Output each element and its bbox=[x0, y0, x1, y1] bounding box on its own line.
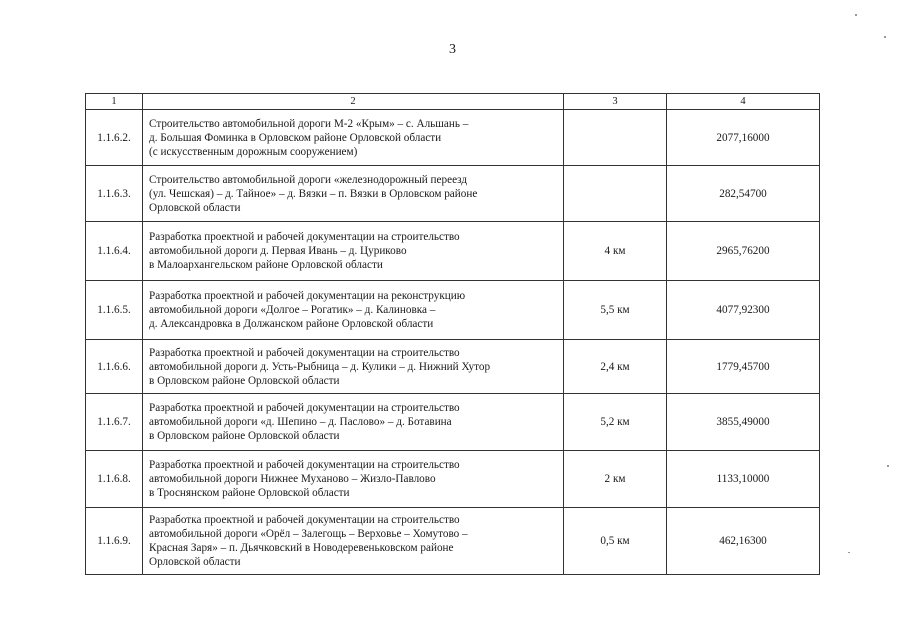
description-line: в Троснянском районе Орловской области bbox=[149, 487, 350, 499]
item-cost: 4077,92300 bbox=[667, 281, 820, 340]
item-length: 4 км bbox=[564, 222, 667, 281]
description-line: Строительство автомобильной дороги М-2 «Крым» – с. Альшань – bbox=[149, 117, 469, 130]
item-length: 5,5 км bbox=[564, 281, 667, 340]
scan-speck bbox=[848, 552, 850, 553]
table-row bbox=[86, 222, 820, 281]
table-row bbox=[86, 166, 820, 222]
item-cost: 2077,16000 bbox=[667, 110, 820, 166]
description-line: автомобильной дороги д. Усть-Рыбница – д. Кулики – д. Нижний Хутор bbox=[149, 360, 491, 373]
description-line: д. Большая Фоминка в Орловском районе Орловской области bbox=[149, 131, 442, 144]
description-line: в Малоархангельском районе Орловской области bbox=[149, 259, 383, 271]
description-line: Разработка проектной и рабочей документации на строительство bbox=[149, 514, 460, 526]
item-description bbox=[143, 166, 564, 222]
description-line: автомобильной дороги «Долгое – Рогатик» – д. Калиновка – bbox=[149, 304, 436, 316]
description-line: автомобильной дороги «Орёл – Залегощь – Верховье – Хомутово – bbox=[149, 528, 468, 540]
description-line: автомобильной дороги д. Первая Ивань – д. Цуриково bbox=[149, 245, 407, 257]
description-line: в Орловском районе Орловской области bbox=[149, 430, 340, 442]
column-header-4: 4 bbox=[667, 94, 820, 110]
item-cost: 282,54700 bbox=[667, 166, 820, 222]
item-length: 2,4 км bbox=[564, 340, 667, 394]
item-length bbox=[564, 166, 667, 222]
description-line: (ул. Чешская) – д. Тайное» – д. Вязки – п. Вязки в Орловском районе bbox=[149, 187, 478, 200]
item-description bbox=[143, 508, 564, 575]
description-line: д. Александровка в Должанском районе Орловской области bbox=[149, 318, 434, 330]
item-description bbox=[143, 340, 564, 394]
item-number: 1.1.6.6. bbox=[86, 340, 143, 394]
column-header-3: 3 bbox=[564, 94, 667, 110]
item-description bbox=[143, 222, 564, 281]
table-row bbox=[86, 508, 820, 575]
description-line: автомобильной дороги Нижнее Муханово – Жизло-Павлово bbox=[149, 473, 436, 485]
table-row bbox=[86, 451, 820, 508]
table-body bbox=[86, 110, 820, 575]
item-number: 1.1.6.3. bbox=[86, 166, 143, 222]
item-description bbox=[143, 394, 564, 451]
description-line: Разработка проектной и рабочей документации на строительство bbox=[149, 231, 460, 243]
item-number: 1.1.6.2. bbox=[86, 110, 143, 166]
column-header-1: 1 bbox=[86, 94, 143, 110]
scan-speck bbox=[887, 465, 889, 467]
description-line: (с искусственным дорожным сооружением) bbox=[149, 145, 358, 158]
column-header-2: 2 bbox=[143, 94, 564, 110]
item-cost: 1779,45700 bbox=[667, 340, 820, 394]
scan-speck bbox=[855, 14, 857, 16]
table-row bbox=[86, 281, 820, 340]
table-row bbox=[86, 394, 820, 451]
item-description bbox=[143, 451, 564, 508]
description-line: Орловской области bbox=[149, 556, 241, 568]
item-cost: 3855,49000 bbox=[667, 394, 820, 451]
item-length bbox=[564, 110, 667, 166]
item-length: 2 км bbox=[564, 451, 667, 508]
description-line: Разработка проектной и рабочей документации на строительство bbox=[149, 459, 460, 471]
item-number: 1.1.6.8. bbox=[86, 451, 143, 508]
description-line: в Орловском районе Орловской области bbox=[149, 374, 340, 387]
item-length: 0,5 км bbox=[564, 508, 667, 575]
item-cost: 1133,10000 bbox=[667, 451, 820, 508]
description-line: Красная Заря» – п. Дьячковский в Новодеревеньковском районе bbox=[149, 542, 454, 554]
item-description bbox=[143, 110, 564, 166]
description-line: Разработка проектной и рабочей документации на реконструкцию bbox=[149, 290, 466, 302]
description-line: Разработка проектной и рабочей документации на строительство bbox=[149, 346, 460, 359]
item-length: 5,2 км bbox=[564, 394, 667, 451]
scan-speck bbox=[884, 36, 886, 38]
page-number: 3 bbox=[449, 42, 456, 57]
table-row bbox=[86, 110, 820, 166]
item-cost: 2965,76200 bbox=[667, 222, 820, 281]
item-number: 1.1.6.9. bbox=[86, 508, 143, 575]
description-line: Орловской области bbox=[149, 201, 241, 214]
item-description bbox=[143, 281, 564, 340]
table-row bbox=[86, 340, 820, 394]
description-line: Разработка проектной и рабочей документации на строительство bbox=[149, 402, 460, 414]
item-number: 1.1.6.7. bbox=[86, 394, 143, 451]
table-header-row bbox=[86, 94, 820, 110]
description-line: Строительство автомобильной дороги «железнодорожный переезд bbox=[149, 173, 468, 186]
description-line: автомобильной дороги «д. Шепино – д. Паслово» – д. Ботавина bbox=[149, 416, 452, 428]
item-number: 1.1.6.4. bbox=[86, 222, 143, 281]
item-number: 1.1.6.5. bbox=[86, 281, 143, 340]
road-works-table bbox=[85, 93, 820, 575]
item-cost: 462,16300 bbox=[667, 508, 820, 575]
